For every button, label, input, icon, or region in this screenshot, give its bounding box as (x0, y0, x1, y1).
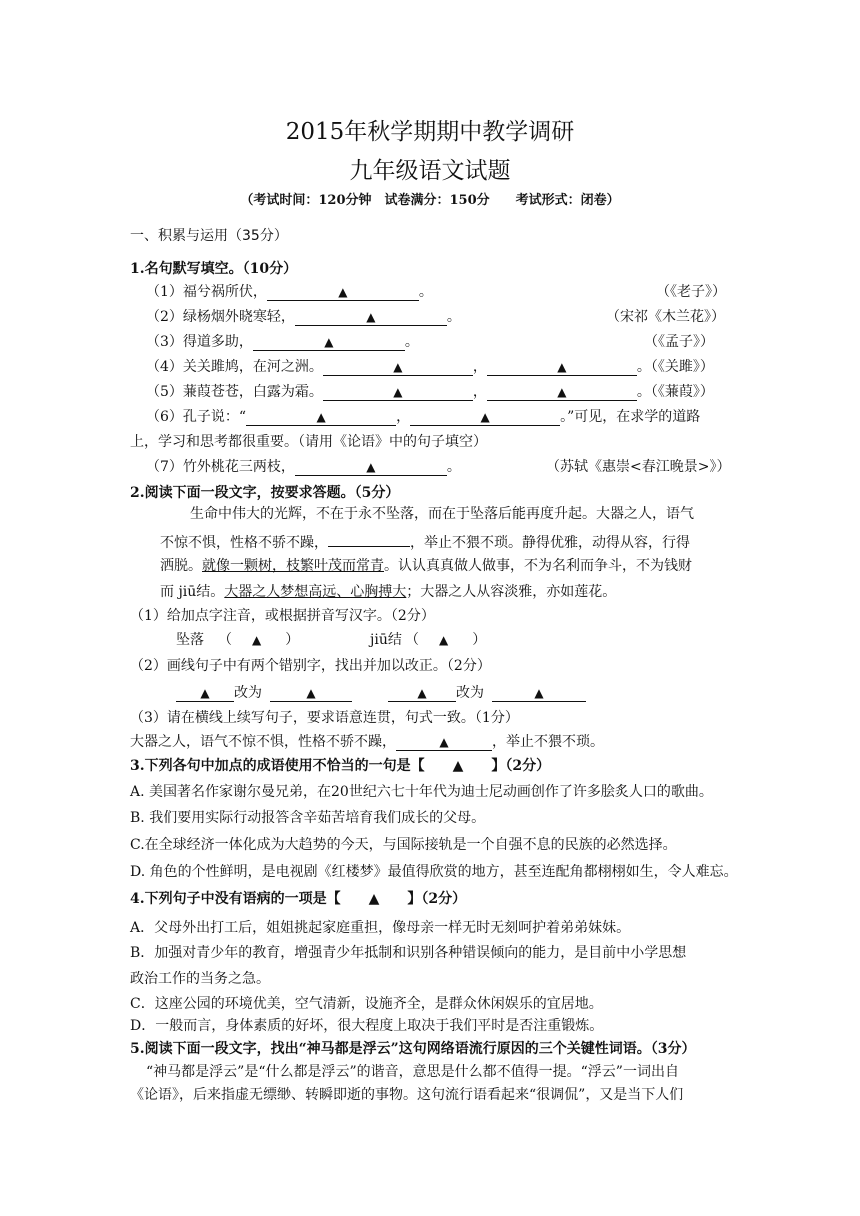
q2-sub2-blank[interactable]: ▲ (492, 685, 586, 702)
underlined-sentence: 就像一颗树，枝繁叶茂而常青 (202, 558, 384, 574)
q1-answer-blank[interactable]: ▲ (253, 334, 405, 351)
q2-sub2-correction-1: ▲ 改为 ▲ (176, 683, 352, 703)
q2-passage-line-2: 不惊不惧，性格不骄不躁， ，举止不猥不琐。静得优雅，动得从容，行得 (160, 530, 690, 553)
q1-answer-blank[interactable]: ▲ (295, 309, 447, 326)
q1-item-1: （1）福兮祸所伏， ▲ 。 (146, 284, 433, 300)
q1-item-7: （7）竹外桃花三两枝， ▲ 。 (146, 459, 461, 475)
exam-title: 2015年秋学期期中教学调研 (285, 119, 575, 145)
q1-answer-blank[interactable]: ▲ (487, 384, 637, 401)
q1-item-1-source: （《老子》） (656, 284, 726, 300)
q1-item-4: （4）关关雎鸠，在河之洲。 ▲ ， ▲ 。（《关雎》） (146, 359, 714, 375)
q4-option-b-continued: 政治工作的当务之急。 (130, 971, 270, 987)
q1-answer-blank[interactable]: ▲ (410, 409, 560, 426)
q1-answer-blank[interactable]: ▲ (323, 384, 473, 401)
q3-option-d: D. 角色的个性鲜明，是电视剧《红楼梦》最值得欣赏的地方，甚至连配角都栩栩如生，令人难忘。 (130, 864, 738, 880)
q1-item-2-source: （宋祁《木兰花》） (606, 309, 725, 325)
q2-heading: 2.阅读下面一段文字，按要求答题。（5分） (130, 485, 400, 501)
q2-passage-blank[interactable] (328, 530, 410, 547)
q4-option-b: B．加强对青少年的教育，增强青少年抵制和识别各种错误倾向的能力，是目前中小学思想 (130, 945, 687, 961)
section-heading: 一、积累与运用（35分） (130, 228, 288, 244)
q3-heading: 3.下列各句中加点的成语使用不恰当的一句是【 ▲ 】（2分） (130, 758, 551, 774)
q1-answer-blank[interactable]: ▲ (323, 359, 473, 376)
q2-sub2-blank[interactable]: ▲ (388, 685, 456, 702)
q5-heading: 5.阅读下面一段文字，找出“神马都是浮云”这句网络语流行原因的三个关键性词语。（3分） (130, 1041, 696, 1057)
q3-option-a: A. 美国著名作家谢尔曼兄弟，在20世纪六七十年代为迪士尼动画创作了许多脍炙人口的歌曲。 (130, 784, 713, 800)
q2-sub2-prompt: （2）画线句子中有两个错别字，找出并加以改正。（2分） (130, 658, 491, 674)
q2-sub3-prompt: （3）请在横线上续写句子，要求语意连贯，句式一致。（1分） (130, 710, 519, 726)
q4-option-d: D．一般而言，身体素质的好坏，很大程度上取决于我们平时是否注重锻炼。 (130, 1018, 604, 1034)
q1-item-7-source: （苏轼《惠崇<春江晚景>》） (546, 459, 731, 475)
exam-info: （考试时间：120分钟 试卷满分：150分 考试形式：闭卷） (240, 193, 620, 208)
q4-heading: 4.下列句子中没有语病的一项是【 ▲ 】（2分） (130, 891, 467, 907)
q2-sub3-blank[interactable]: ▲ (396, 734, 492, 751)
q1-item-6: （6）孔子说：“ ▲ ， ▲ 。”可见，在求学的道路 (146, 409, 701, 425)
q3-option-c: C.在全球经济一体化成为大趋势的今天，与国际接轨是一个自强不息的民族的必然选择。 (130, 837, 677, 853)
q2-passage-line-3: 洒脱。就像一颗树，枝繁叶茂而常青。认认真真做人做事，不为名利而争斗，不为钱财 (160, 558, 692, 574)
q5-passage-line-1: “神马都是浮云”是“什么都是浮云”的谐音，意思是什么都不值得一提。“浮云”一词出自 (146, 1064, 679, 1080)
q1-item-2: （2）绿杨烟外晓寒轻， ▲ 。 (146, 309, 461, 325)
q1-answer-blank[interactable]: ▲ (246, 409, 396, 426)
q1-item-3-source: （《孟子》） (644, 334, 714, 350)
q2-sub1-word-2: jiū结 (370, 632, 402, 648)
q1-answer-blank[interactable]: ▲ (295, 459, 447, 476)
q2-sub1-answer-1[interactable]: （ ▲ ） (218, 632, 300, 648)
q2-passage-line-1: 生命中伟大的光辉，不在于永不坠落，而在于坠落后能再度升起。大器之人，语气 (190, 506, 694, 522)
q1-item-3: （3）得道多助， ▲ 。 (146, 334, 419, 350)
q1-answer-blank[interactable]: ▲ (487, 359, 637, 376)
q1-item-1-lead: （1）福兮祸所伏， (146, 284, 267, 300)
q4-option-a: A．父母外出打工后，姐姐挑起家庭重担，像母亲一样无时无刻呵护着弟弟妹妹。 (130, 920, 631, 936)
exam-subtitle: 九年级语文试题 (349, 158, 511, 184)
q2-sub1-prompt: （1）给加点字注音，或根据拼音写汉字。（2分） (130, 608, 435, 624)
q2-sub2-blank[interactable]: ▲ (270, 685, 352, 702)
q1-heading: 1.名句默写填空。（10分） (130, 261, 298, 277)
q2-passage-line-4: 而 jiū结。大器之人梦想高远、心胸搏大；大器之人从容淡雅，亦如莲花。 (160, 584, 617, 600)
q2-sub1-word-1: 坠落 (176, 632, 204, 648)
q3-option-b: B. 我们要用实际行动报答含辛茹苦培育我们成长的父母。 (130, 810, 486, 826)
q2-sub2-correction-2: ▲ 改为 ▲ (388, 683, 586, 703)
underlined-sentence: 大器之人梦想高远、心胸搏大 (224, 584, 407, 600)
q4-option-c: C．这座公园的环境优美，空气清新，设施齐全，是群众休闲娱乐的宜居地。 (130, 996, 603, 1012)
q2-sub2-blank[interactable]: ▲ (176, 685, 234, 702)
q1-item-6-continuation: 上，学习和思考都很重要。（请用《论语》中的句子填空） (130, 434, 487, 450)
q2-sub1-answer-2[interactable]: （ ▲ ） (405, 632, 487, 648)
q2-sub3-line: 大器之人，语气不惊不惧，性格不骄不躁， ▲ ，举止不猥不琐。 (130, 734, 604, 750)
q1-item-5: （5）蒹葭苍苍，白露为霜。 ▲ ， ▲ 。（《蒹葭》） (146, 384, 714, 400)
q1-answer-blank[interactable]: ▲ (267, 284, 419, 301)
q5-passage-line-2: 《论语》，后来指虚无缥缈、转瞬即逝的事物。这句流行语看起来“很调侃”，又是当下人们 (130, 1087, 684, 1103)
